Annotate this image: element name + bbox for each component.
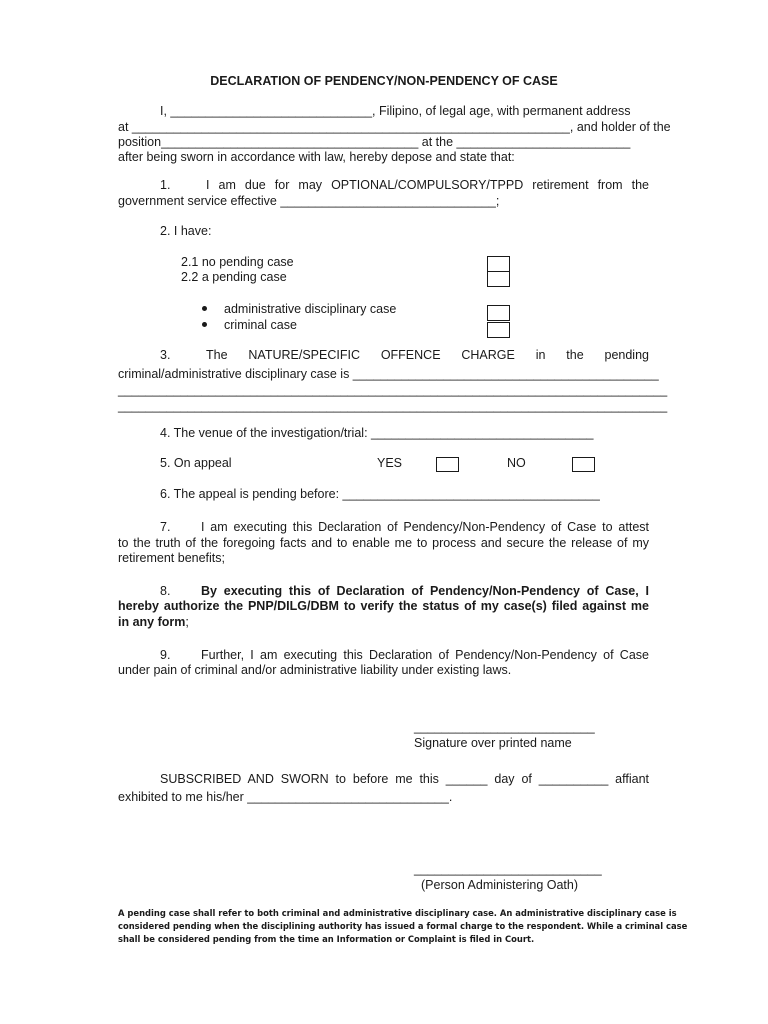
intro-line-3: position_____________________________________ at the _________________________: [118, 135, 631, 149]
item-9-line-1: Further, I am executing this Declaration of Pendency/Non-Pendency of Case: [201, 648, 649, 662]
item-1-line-2: government service effective _______________________________;: [118, 194, 500, 208]
criminal-case-checkbox[interactable]: [487, 322, 510, 338]
intro-line-2: at _______________________________________________________________, and holder of the: [118, 120, 671, 134]
pending-case-checkbox[interactable]: [487, 271, 510, 287]
item-6-appeal-pending: 6. The appeal is pending before: _____________________________________: [160, 487, 600, 501]
item-8-line-2: hereby authorize the PNP/DILG/DBM to verify the status of my case(s) filed against me: [118, 599, 649, 613]
item-7-line-1: I am executing this Declaration of Pendency/Non-Pendency of Case to attest: [201, 520, 649, 534]
item-8-number: 8.: [160, 584, 171, 598]
item-3-line-1: The NATURE/SPECIFIC OFFENCE CHARGE in the pending: [206, 348, 649, 362]
item-8-line-3: [118, 614, 189, 630]
intro-line-4: after being sworn in accordance with law, hereby depose and state that:: [118, 150, 515, 164]
item-3-line-2: criminal/administrative disciplinary case is ____________________________________________: [118, 367, 659, 381]
oath-label: (Person Administering Oath): [421, 878, 579, 892]
footnote-line-3: shall be considered pending from the time an Information or Complaint is filed in Court.: [118, 934, 535, 944]
item-9-line-2: under pain of criminal and/or administrative liability under existing laws.: [118, 663, 512, 677]
footnote-line-1: A pending case shall refer to both criminal and administrative disciplinary case. An administrative disciplinary case is: [118, 908, 677, 918]
appeal-no-checkbox[interactable]: [572, 457, 595, 472]
option-pending-case: 2.2 a pending case: [181, 270, 287, 284]
footnote-line-2: considered pending when the disciplining authority has issued a formal charge to the respondent. While a criminal case: [118, 921, 688, 931]
appeal-yes-checkbox[interactable]: [436, 457, 459, 472]
item-8-line-1: By executing this of Declaration of Pendency/Non-Pendency of Case, I: [201, 584, 649, 598]
administrative-case-checkbox[interactable]: [487, 305, 510, 321]
item-9-number: 9.: [160, 648, 171, 662]
item-3-line-4: _______________________________________________________________________________: [118, 399, 668, 413]
item-4-venue: 4. The venue of the investigation/trial: ________________________________: [160, 426, 594, 440]
oath-signature-line: ___________________________: [414, 862, 602, 876]
sworn-line-1: SUBSCRIBED AND SWORN to before me this ______ day of __________ affiant: [160, 772, 649, 786]
item-1-number: 1.: [160, 178, 171, 192]
item-2-heading: 2. I have:: [160, 224, 212, 238]
item-7-number: 7.: [160, 520, 171, 534]
intro-line-1: I, _____________________________, Filipino, of legal age, with permanent address: [160, 104, 631, 118]
document-title: DECLARATION OF PENDENCY/NON-PENDENCY OF CASE: [210, 74, 558, 88]
bullet-icon: [202, 322, 207, 327]
item-3-line-3: _______________________________________________________________________________: [118, 383, 668, 397]
item-5-on-appeal: 5. On appeal: [160, 456, 232, 470]
item-3-number: 3.: [160, 348, 171, 362]
bullet-icon: [202, 306, 207, 311]
item-1-line-1: I am due for may OPTIONAL/COMPULSORY/TPPD retirement from the: [206, 178, 649, 192]
option-no-pending-case: 2.1 no pending case: [181, 255, 294, 269]
item-7-line-2: to the truth of the foregoing facts and to enable me to process and secure the release of my: [118, 536, 649, 550]
item-8-line-3-bold: in any form: [118, 615, 186, 629]
sworn-line-2: exhibited to me his/her _____________________________.: [118, 790, 453, 804]
option-administrative-case: administrative disciplinary case: [224, 302, 397, 316]
item-8-line-3-tail: ;: [185, 615, 189, 629]
yes-label: YES: [377, 456, 403, 470]
item-7-line-3: retirement benefits;: [118, 551, 225, 565]
option-criminal-case: criminal case: [224, 318, 297, 332]
signature-label: Signature over printed name: [414, 736, 572, 750]
no-label: NO: [507, 456, 526, 470]
signature-line: __________________________: [414, 720, 595, 734]
no-pending-case-checkbox[interactable]: [487, 256, 510, 272]
